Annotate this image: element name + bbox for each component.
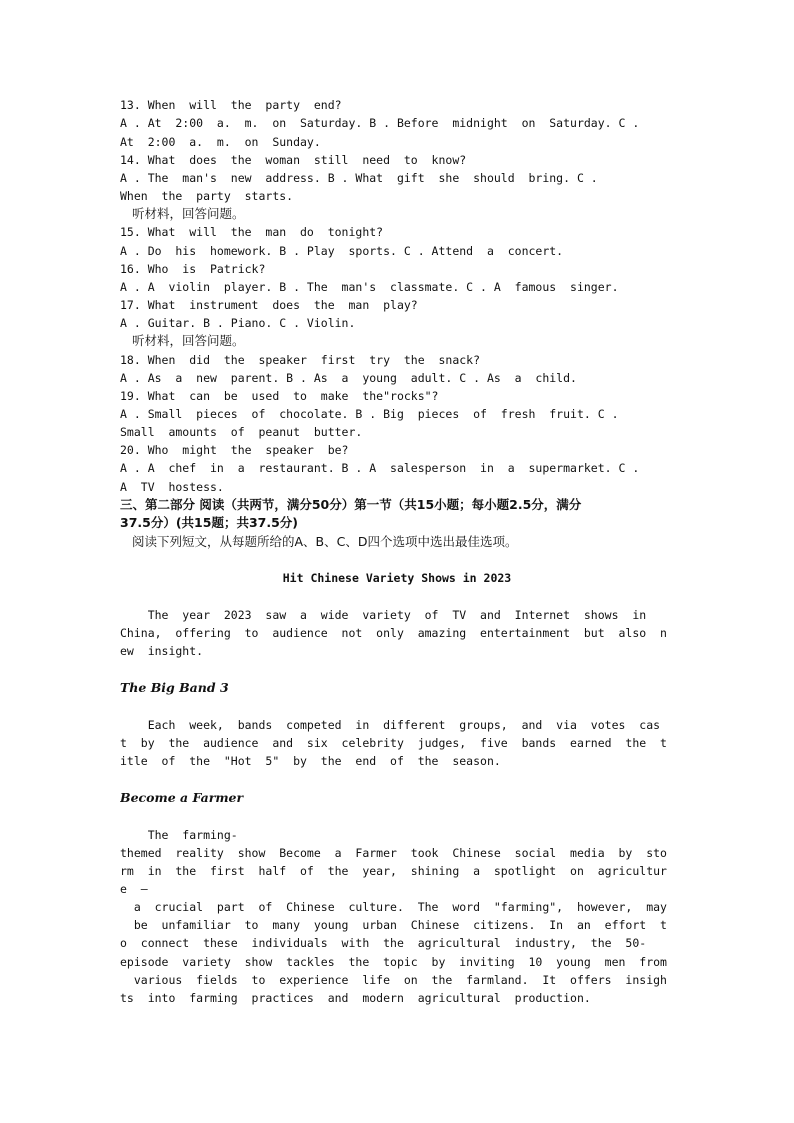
q14-options-cont: When the party starts. <box>120 189 294 203</box>
q15-options: A . Do his homework. B . Play sports. C . Attend a concert. <box>120 244 564 258</box>
show-title: The Big Band 3 <box>120 680 229 695</box>
q18-question: 18. When did the speaker first try the snack? <box>120 353 481 367</box>
show2-line: be unfamiliar to many young urban Chinese citizens. In an effort t <box>120 918 667 932</box>
show2-line: a crucial part of Chinese culture. The word "farming", however, may <box>120 900 667 914</box>
q19-options: A . Small pieces of chocolate. B . Big pieces of fresh fruit. C . <box>120 407 619 421</box>
q19-options-cont: Small amounts of peanut butter. <box>120 425 363 439</box>
q20-options: A . A chef in a restaurant. B . A salesperson in a supermarket. C . <box>120 461 640 475</box>
q14-options: A . The man's new address. B . What gift she should bring. C . <box>120 171 598 185</box>
listening-instruction: 听材料，回答问题。 <box>132 333 245 348</box>
intro-line: The year 2023 saw a wide variety of TV and Internet shows in <box>120 608 647 622</box>
q13-question: 13. When will the party end? <box>120 98 342 112</box>
show-title: Become a Farmer <box>120 790 244 805</box>
q20-options-cont: A TV hostess. <box>120 480 224 494</box>
listening-instruction: 听材料，回答问题。 <box>132 206 245 221</box>
show2-line: o connect these individuals with the agricultural industry, the 50- <box>120 936 647 950</box>
show2-line: The farming- <box>120 828 238 842</box>
q15-question: 15. What will the man do tonight? <box>120 225 384 239</box>
q13-options-cont: At 2:00 a. m. on Sunday. <box>120 135 321 149</box>
q20-question: 20. Who might the speaker be? <box>120 443 349 457</box>
q17-options: A . Guitar. B . Piano. C . Violin. <box>120 316 356 330</box>
show1-line: Each week, bands competed in different groups, and via votes cas <box>120 718 661 732</box>
q16-question: 16. Who is Patrick? <box>120 262 266 276</box>
show2-line: e — <box>120 882 148 896</box>
article-title: Hit Chinese Variety Shows in 2023 <box>282 571 512 585</box>
intro-line: China, offering to audience not only amazing entertainment but also n <box>120 626 667 640</box>
q16-options: A . A violin player. B . The man's classmate. C . A famous singer. <box>120 280 619 294</box>
q19-question: 19. What can be used to make the"rocks"? <box>120 389 439 403</box>
q18-options: A . As a new parent. B . As a young adult. C . As a child. <box>120 371 577 385</box>
q13-options: A . At 2:00 a. m. on Saturday. B . Before midnight on Saturday. C . <box>120 116 640 130</box>
section-heading: 三、第二部分 阅读（共两节，满分50分）第一节（共15小题；每小题2.5分，满分 <box>120 497 582 512</box>
q17-question: 17. What instrument does the man play? <box>120 298 418 312</box>
show1-line: itle of the "Hot 5" by the end of the season. <box>120 754 501 768</box>
intro-line: ew insight. <box>120 644 204 658</box>
show2-line: various fields to experience life on the farmland. It offers insigh <box>120 973 667 987</box>
show1-line: t by the audience and six celebrity judges, five bands earned the t <box>120 736 667 750</box>
show2-line: themed reality show Become a Farmer took Chinese social media by sto <box>120 846 667 860</box>
q14-question: 14. What does the woman still need to know? <box>120 153 467 167</box>
show2-line: ts into farming practices and modern agricultural production. <box>120 991 591 1005</box>
show2-line: rm in the first half of the year, shining a spotlight on agricultur <box>120 864 667 878</box>
section-heading-cont: 37.5分）(共15题；共37.5分) <box>120 515 299 530</box>
reading-instruction: 阅读下列短文，从每题所给的A、B、C、D四个选项中选出最佳选项。 <box>132 534 518 549</box>
show2-line: episode variety show tackles the topic by inviting 10 young men from <box>120 955 667 969</box>
